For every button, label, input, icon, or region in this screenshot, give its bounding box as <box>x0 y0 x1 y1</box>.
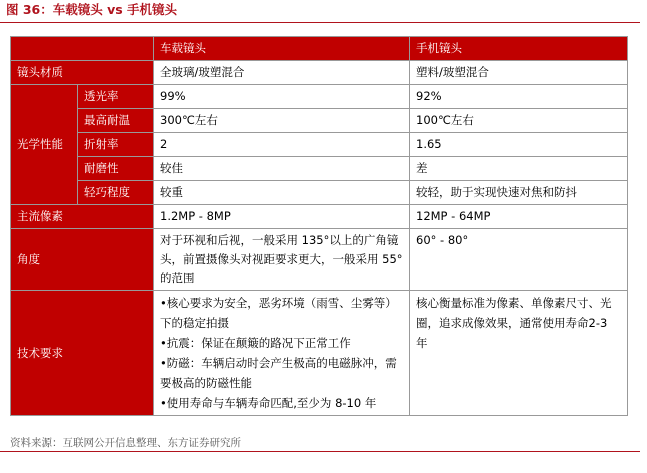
table-row-refractive-index <box>11 133 628 157</box>
source-divider <box>0 451 640 452</box>
sub-label-max-temp: 最高耐温 <box>78 109 154 133</box>
sub-label-transmittance: 透光率 <box>78 85 154 109</box>
table-row-material <box>11 61 628 85</box>
comparison-table <box>10 36 628 416</box>
header-car-lens: 车载镜头 <box>154 37 410 61</box>
table-row-pixels <box>11 205 628 229</box>
cell-car-tech <box>154 291 410 416</box>
cell-phone-refractive-index: 1.65 <box>410 133 628 157</box>
tech-phone-text: 核心衡量标准为像素、单像素尺寸、光圈，追求成像效果，通常使用寿命2-3 年 <box>416 296 612 350</box>
cell-car-material: 全玻璃/玻塑混合 <box>154 61 410 85</box>
source-note: 资料来源：互联网公开信息整理、东方证券研究所 <box>10 437 241 449</box>
row-label-angle: 角度 <box>11 229 154 291</box>
cell-car-wear-resistance: 较佳 <box>154 157 410 181</box>
title-divider <box>0 22 640 23</box>
cell-phone-pixels: 12MP - 64MP <box>410 205 628 229</box>
cell-car-lightness: 较重 <box>154 181 410 205</box>
table-header-row <box>11 37 628 61</box>
header-corner <box>11 37 154 61</box>
cell-phone-wear-resistance: 差 <box>410 157 628 181</box>
row-label-optical: 光学性能 <box>11 85 78 205</box>
sub-label-refractive-index: 折射率 <box>78 133 154 157</box>
tech-item-lifespan: •使用寿命与车辆寿命匹配,至少为 8-10 年 <box>160 396 377 410</box>
cell-phone-lightness: 较轻，助于实现快速对焦和防抖 <box>410 181 628 205</box>
row-label-pixels: 主流像素 <box>11 205 154 229</box>
sub-label-lightness: 轻巧程度 <box>78 181 154 205</box>
table-row-tech <box>11 291 628 416</box>
figure-title: 图 36：车载镜头 vs 手机镜头 <box>6 2 178 17</box>
table-row-lightness <box>11 181 628 205</box>
cell-car-refractive-index: 2 <box>154 133 410 157</box>
table-row-max-temp <box>11 109 628 133</box>
row-label-material: 镜头材质 <box>11 61 154 85</box>
table-row-wear-resistance <box>11 157 628 181</box>
cell-car-pixels: 1.2MP - 8MP <box>154 205 410 229</box>
header-phone-lens: 手机镜头 <box>410 37 628 61</box>
cell-car-max-temp: 300℃左右 <box>154 109 410 133</box>
tech-item-shock: •抗震：保证在颠簸的路况下正常工作 <box>160 336 351 350</box>
cell-phone-transmittance: 92% <box>410 85 628 109</box>
cell-phone-angle: 60° - 80° <box>410 229 628 291</box>
cell-phone-tech <box>410 291 628 416</box>
cell-car-transmittance: 99% <box>154 85 410 109</box>
tech-item-core: •核心要求为安全，恶劣环境（雨雪、尘雾等）下的稳定拍摄 <box>160 296 397 330</box>
tech-item-magnetic: •防磁：车辆启动时会产生极高的电磁脉冲，需要极高的防磁性能 <box>160 356 397 390</box>
table-row-angle <box>11 229 628 291</box>
cell-car-angle: 对于环视和后视，一般采用 135°以上的广角镜头，前置摄像头对视距要求更大，一般采用 55°的范围 <box>154 229 410 291</box>
table-row-transmittance <box>11 85 628 109</box>
cell-phone-max-temp: 100℃左右 <box>410 109 628 133</box>
sub-label-wear-resistance: 耐磨性 <box>78 157 154 181</box>
row-label-tech: 技术要求 <box>11 291 154 416</box>
cell-phone-material: 塑料/玻塑混合 <box>410 61 628 85</box>
